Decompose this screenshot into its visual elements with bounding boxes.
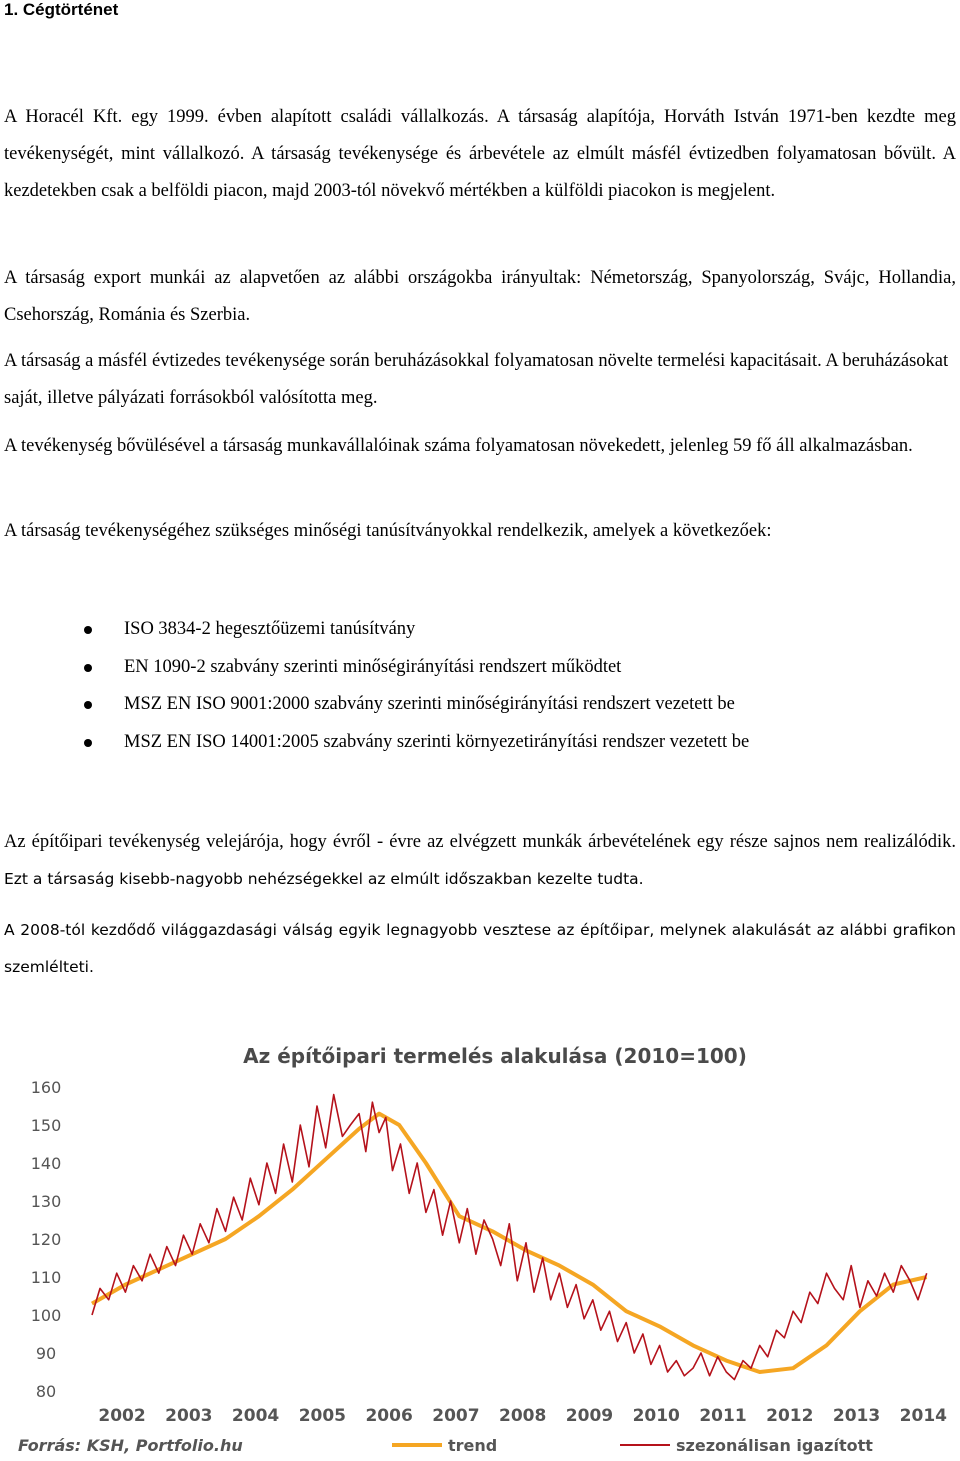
y-tick-label: 130 <box>30 1192 62 1211</box>
list-item <box>80 649 749 687</box>
section-heading: 1. Cégtörténet <box>4 0 119 19</box>
crisis-text-continued: melynek alakulását az alábbi grafikon szemlélteti. <box>4 921 957 976</box>
x-tick-label: 2013 <box>832 1406 881 1426</box>
x-tick-label: 2010 <box>632 1406 680 1426</box>
x-tick-label: 2012 <box>766 1406 814 1426</box>
bullet-icon <box>84 664 92 672</box>
receivables-text-continued: Ezt a társaság kisebb-nagyobb nehézségekkel az elmúlt időszakban kezelte tudta. <box>4 870 644 888</box>
list-item <box>80 686 749 724</box>
x-tick-label: 2005 <box>298 1406 347 1426</box>
legend-trend-label: trend <box>448 1436 498 1455</box>
paragraph-crisis <box>4 912 956 986</box>
bullet-icon <box>84 739 92 747</box>
trend-line <box>92 1114 927 1372</box>
x-tick-label: 2004 <box>231 1406 280 1426</box>
paragraph-investments: A társaság a másfél évtizedes tevékenysége során beruházásokkal folyamatosan növelte termelési kapacitásait. A beruházásokat saját, illetve pályázati forrásokból valósította meg. <box>4 351 949 408</box>
y-tick-label: 120 <box>30 1230 62 1249</box>
paragraph-receivables <box>4 824 956 898</box>
certificate-label: ISO 3834-2 hegesztőüzemi tanúsítvány <box>124 619 416 639</box>
certificate-label: MSZ EN ISO 9001:2000 szabvány szerinti minőségirányítási rendszert vezetett be <box>124 694 735 715</box>
paragraph-company-history: A Horacél Kft. egy 1999. évben alapított családi vállalkozás. A társaság alapítója, Horváth István 1971-ben kezdte meg tevékenységét, mint vállalkozó. A társaság tevékenysége és árbevétele az elmúlt másfél évtizedben folyamatosan bővült. A kezdetekben csak a belföldi piacon, majd 2003-tól növekvő mértékben a külföldi piacokon is megjelent. <box>4 107 956 201</box>
x-tick-label: 2008 <box>499 1406 547 1426</box>
certificate-label: MSZ EN ISO 14001:2005 szabvány szerinti környezetirányítási rendszer vezetett be <box>124 732 750 753</box>
y-tick-label: 100 <box>30 1306 62 1325</box>
x-tick-label: 2003 <box>165 1406 213 1426</box>
certificate-label: EN 1090-2 szabvány szerinti minőségirányítási rendszert működtet <box>124 656 622 677</box>
x-tick-label: 2009 <box>565 1406 614 1426</box>
y-axis <box>31 1078 62 1401</box>
certificate-list <box>80 611 749 762</box>
y-tick-label: 140 <box>30 1154 62 1173</box>
legend-seasonal-label: szezonálisan igazított <box>676 1436 873 1455</box>
receivables-text: Az építőipari tevékenység velejárója, hogy évről - évre az elvégzett munkák árbevételének egy része sajnos nem realizálódik. <box>4 832 956 852</box>
y-tick-label: 80 <box>35 1382 57 1401</box>
x-tick-label: 2007 <box>432 1406 480 1426</box>
chart-title: Az építőipari termelés alakulása (2010=100) <box>243 1044 747 1068</box>
x-tick-label: 2014 <box>899 1406 947 1426</box>
list-item <box>80 724 749 762</box>
y-tick-label: 160 <box>30 1078 62 1097</box>
x-axis <box>98 1406 947 1426</box>
paragraph-certificates-intro: A társaság tevékenységéhez szükséges minőségi tanúsítványokkal rendelkezik, amelyek a következőek: <box>4 521 772 541</box>
construction-output-chart <box>0 1035 960 1461</box>
paragraph-employees: A tevékenység bővülésével a társaság munkavállalóinak száma folyamatosan növekedett, jelenleg 59 fő áll alkalmazásban. <box>4 436 913 456</box>
bullet-icon <box>84 626 92 634</box>
y-tick-label: 90 <box>35 1344 57 1363</box>
bullet-icon <box>84 701 92 709</box>
seasonal-line <box>92 1095 927 1380</box>
x-tick-label: 2006 <box>365 1406 413 1426</box>
chart-source: Forrás: KSH, Portfolio.hu <box>18 1436 243 1455</box>
x-tick-label: 2002 <box>98 1406 146 1426</box>
crisis-text: A 2008-tól kezdődő világgazdasági válság egyik legnagyobb vesztese az építőipar, <box>4 921 655 939</box>
list-item <box>80 611 749 649</box>
y-tick-label: 110 <box>30 1268 62 1287</box>
y-tick-label: 150 <box>30 1116 62 1135</box>
x-tick-label: 2011 <box>699 1406 747 1426</box>
paragraph-export: A társaság export munkái az alapvetően az alábbi országokba irányultak: Németország, Spanyolország, Svájc, Hollandia, Csehország, Románia és Szerbia. <box>4 268 956 325</box>
series-layer <box>92 1095 927 1380</box>
